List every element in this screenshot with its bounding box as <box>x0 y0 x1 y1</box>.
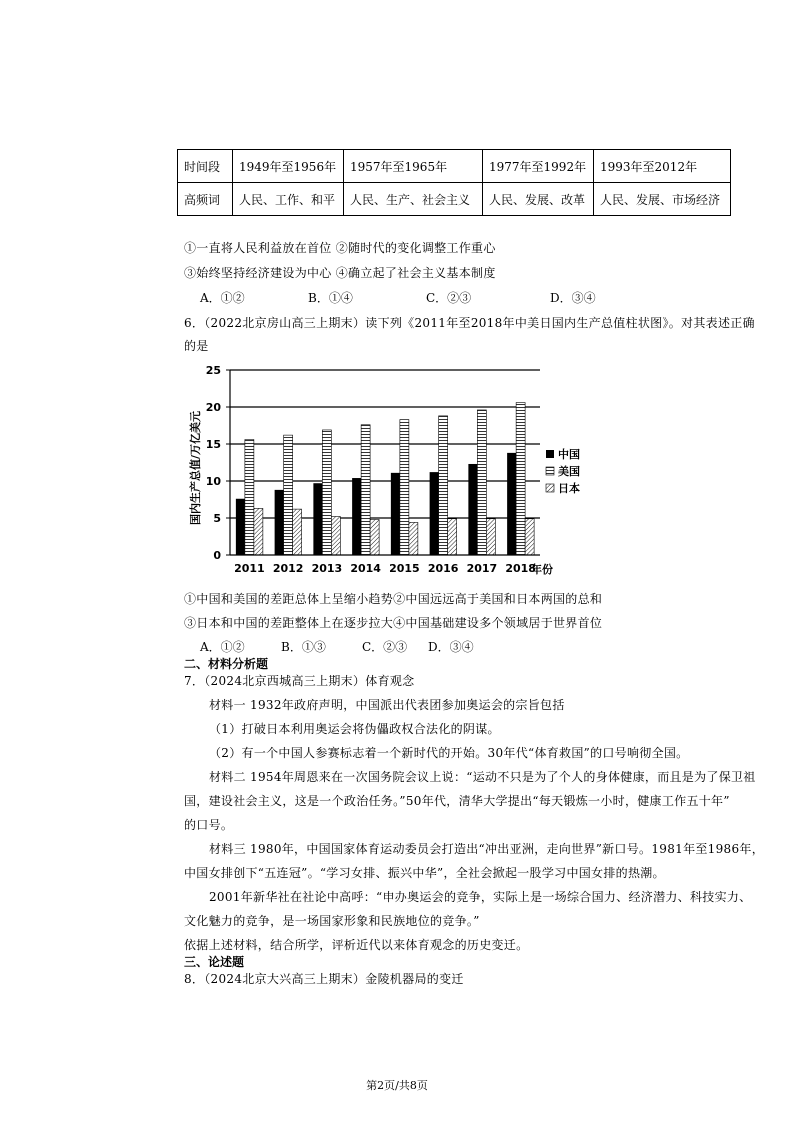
q6-options <box>200 638 500 656</box>
x-axis-label: 年份 <box>531 563 553 576</box>
table-cell: 1957年至1965年 <box>344 150 483 183</box>
table-cell: 人民、发展、改革 <box>483 183 594 216</box>
table-cell: 人民、生产、社会主义 <box>344 183 483 216</box>
x-tick-label: 2013 <box>311 562 343 575</box>
bar-中国 <box>391 473 400 555</box>
bar-中国 <box>430 472 439 555</box>
q5-options <box>200 289 600 307</box>
material-3-line-2: 中国女排创下“五连冠”。“学习女排、振兴中华”，全社会掀起一股学习中国女排的热潮。 <box>184 866 665 880</box>
y-tick-label: 10 <box>205 475 221 488</box>
q5-statement-1: ①一直将人民利益放在首位 ②随时代的变化调整工作重心 <box>184 241 496 255</box>
material-4-line-2: 文化魅力的竞争，是一场国家形象和民族地位的竞争。” <box>184 914 480 928</box>
x-tick-label: 2011 <box>234 562 265 575</box>
y-tick-label: 0 <box>213 549 221 562</box>
bar-日本 <box>370 519 379 555</box>
bar-中国 <box>236 499 245 555</box>
q6-option-b[interactable]: B．①③ <box>281 640 326 654</box>
q6-statement-1: ①中国和美国的差距总体上呈缩小趋势②中国远远高于美国和日本两国的总和 <box>184 592 603 606</box>
q5-option-d[interactable]: D．③④ <box>550 291 596 305</box>
legend-label: 日本 <box>558 482 580 495</box>
y-tick-label: 25 <box>205 364 221 377</box>
q7-title: 7．（2024北京西城高三上期末）体育观念 <box>184 674 415 688</box>
x-tick-label: 2016 <box>427 562 459 575</box>
bar-日本 <box>331 517 340 555</box>
table-cell: 人民、工作、和平 <box>233 183 344 216</box>
x-tick-label: 2012 <box>272 562 304 575</box>
q6-option-c[interactable]: C．②③ <box>362 640 408 654</box>
section-title: 三、论述题 <box>184 955 245 969</box>
material-2-line-1: 材料二 1954年周恩来在一次国务院会议上说：“运动不只是为了个人的身体健康，而且是为了保卫祖 <box>209 770 756 784</box>
x-tick-label: 2014 <box>350 562 381 575</box>
y-tick-label: 15 <box>205 438 221 451</box>
material-2-line-2: 国，建设社会主义，这是一个政治任务。”50年代，清华大学提出“每天锻炼一小时，健康工作五十年” <box>184 794 730 808</box>
q5-statement-2: ③始终坚持经济建设为中心 ④确立起了社会主义基本制度 <box>184 266 496 280</box>
material-1: 材料一 1932年政府声明，中国派出代表团参加奥运会的宗旨包括 <box>209 698 565 712</box>
q5-option-c[interactable]: C．②③ <box>426 291 472 305</box>
q8-title: 8．（2024北京大兴高三上期末）金陵机器局的变迁 <box>184 972 464 986</box>
table-row <box>178 150 731 183</box>
x-tick-label: 2018 <box>505 562 536 575</box>
bar-美国 <box>322 430 331 555</box>
q6-option-a[interactable]: A．①② <box>200 640 245 654</box>
q6-question-line-2: 的是 <box>184 339 209 353</box>
table-cell: 人民、发展、市场经济 <box>594 183 731 216</box>
q6-statement-2: ③日本和中国的差距整体上在逐步拉大④中国基础建设多个领域居于世界首位 <box>184 616 603 630</box>
x-tick-label: 2015 <box>389 562 420 575</box>
material-3-line-1: 材料三 1980年，中国国家体育运动委员会打造出“冲出亚洲，走向世界”新口号。1981年至1986年， <box>209 842 765 856</box>
y-axis-label: 国内生产总值/万亿美元 <box>189 410 202 526</box>
material-4-line-1: 2001年新华社在社论中高呼：“申办奥运会的竞争，实际上是一场综合国力、经济潜力、科技实力、 <box>209 890 752 904</box>
table-header-label: 时间段 <box>178 150 233 183</box>
page-number: 第2页/共8页 <box>366 1079 428 1092</box>
table-row <box>178 183 731 216</box>
keyword-table <box>177 149 731 216</box>
material-1-point-2: （2）有一个中国人参赛标志着一个新时代的开始。30年代“体育救国”的口号响彻全国。 <box>209 746 689 760</box>
material-2-line-3: 的口号。 <box>184 818 234 832</box>
legend-swatch <box>546 467 554 475</box>
bar-美国 <box>284 435 293 555</box>
bar-美国 <box>516 403 525 555</box>
table-row-label: 高频词 <box>178 183 233 216</box>
y-tick-label: 5 <box>213 512 221 525</box>
bar-中国 <box>468 464 477 555</box>
bar-美国 <box>400 420 409 555</box>
legend-swatch <box>546 450 554 458</box>
bar-日本 <box>293 509 302 555</box>
bar-中国 <box>352 478 361 555</box>
gdp-bar-chart <box>180 358 600 580</box>
bar-中国 <box>275 490 284 555</box>
table-cell: 1949年至1956年 <box>233 150 344 183</box>
legend-label: 中国 <box>558 448 580 461</box>
section-title: 二、材料分析题 <box>184 657 269 671</box>
bar-美国 <box>361 425 370 555</box>
bar-日本 <box>254 508 263 555</box>
material-1-point-1: （1）打破日本利用奥运会将伪儡政权合法化的阴谋。 <box>209 722 500 736</box>
table-cell: 1993年至2012年 <box>594 150 731 183</box>
bar-日本 <box>409 522 418 555</box>
bar-美国 <box>245 440 254 555</box>
q7-task: 依据上述材料，结合所学，评析近代以来体育观念的历史变迁。 <box>184 938 529 952</box>
q6-option-d[interactable]: D．③④ <box>428 640 474 654</box>
y-tick-label: 20 <box>205 401 221 414</box>
x-tick-label: 2017 <box>466 562 498 575</box>
q5-option-b[interactable]: B．①④ <box>308 291 353 305</box>
bar-中国 <box>507 453 516 555</box>
legend-swatch <box>546 484 554 492</box>
q6-question-line-1: 6．（2022北京房山高三上期末）读下列《2011年至2018年中美日国内生产总值柱状图》。对其表述正确 <box>184 316 755 330</box>
bar-日本 <box>525 519 534 555</box>
bar-中国 <box>313 483 322 555</box>
bar-美国 <box>477 410 486 555</box>
bar-日本 <box>448 519 457 555</box>
legend-label: 美国 <box>558 465 580 478</box>
bar-美国 <box>439 416 448 555</box>
table-cell: 1977年至1992年 <box>483 150 594 183</box>
bar-日本 <box>486 519 495 555</box>
q5-option-a[interactable]: A．①② <box>200 291 245 305</box>
